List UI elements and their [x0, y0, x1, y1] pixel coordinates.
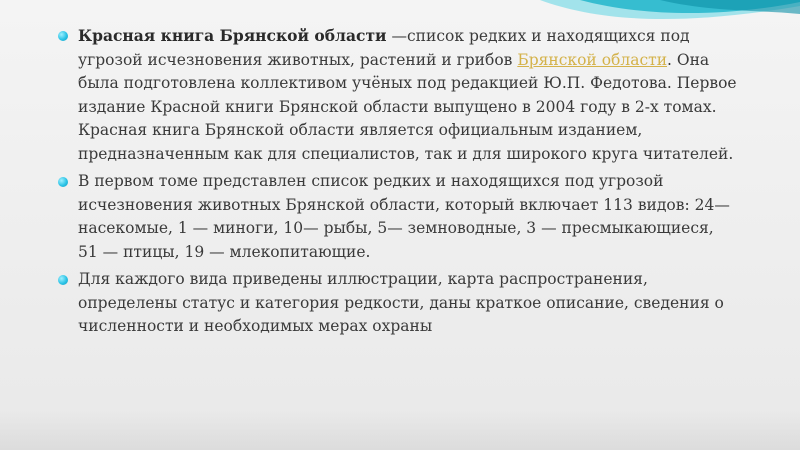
paragraph-1-text-b: . Она была подготовлена коллективом учёных под редакцией Ю.П. Федотова. Первое издание Красной книги Брянской области выпущено в 2004 году в 2-х томах. Красная книга Брянской области является официальным изданием, предназначенным как для специалистов, так и для широкого круга читателей.: [78, 50, 737, 163]
paragraph-3-text: Для каждого вида приведены иллюстрации, карта распространения, определены статус и категория редкости, даны краткое описание, сведения о численности и необходимых мерах охраны: [78, 270, 724, 335]
book-title: Красная книга Брянской области: [78, 26, 387, 45]
bullet-dot-icon: [58, 177, 68, 187]
paragraph-2-text: В первом томе представлен список редких и находящихся под угрозой исчезновения животных Брянской области, который включает 113 видов: 24— насекомые, 1 — миноги, 10— рыбы, 5— земноводные, 3 — пресмыкающиеся, 51 — птицы, 19 — млекопитающие.: [78, 172, 730, 261]
paragraph-1: [58, 24, 738, 166]
bullet-dot-icon: [58, 275, 68, 285]
bottom-shade: [0, 410, 800, 450]
slide-content: [58, 24, 738, 343]
paragraph-3: [58, 268, 738, 339]
paragraph-2: [58, 170, 738, 264]
bullet-dot-icon: [58, 31, 68, 41]
bryansk-region-link[interactable]: Брянской области: [517, 50, 668, 69]
paragraph-1-text-a: —список редких и находящихся под угрозой исчезновения животных, растений и грибов: [78, 27, 690, 69]
